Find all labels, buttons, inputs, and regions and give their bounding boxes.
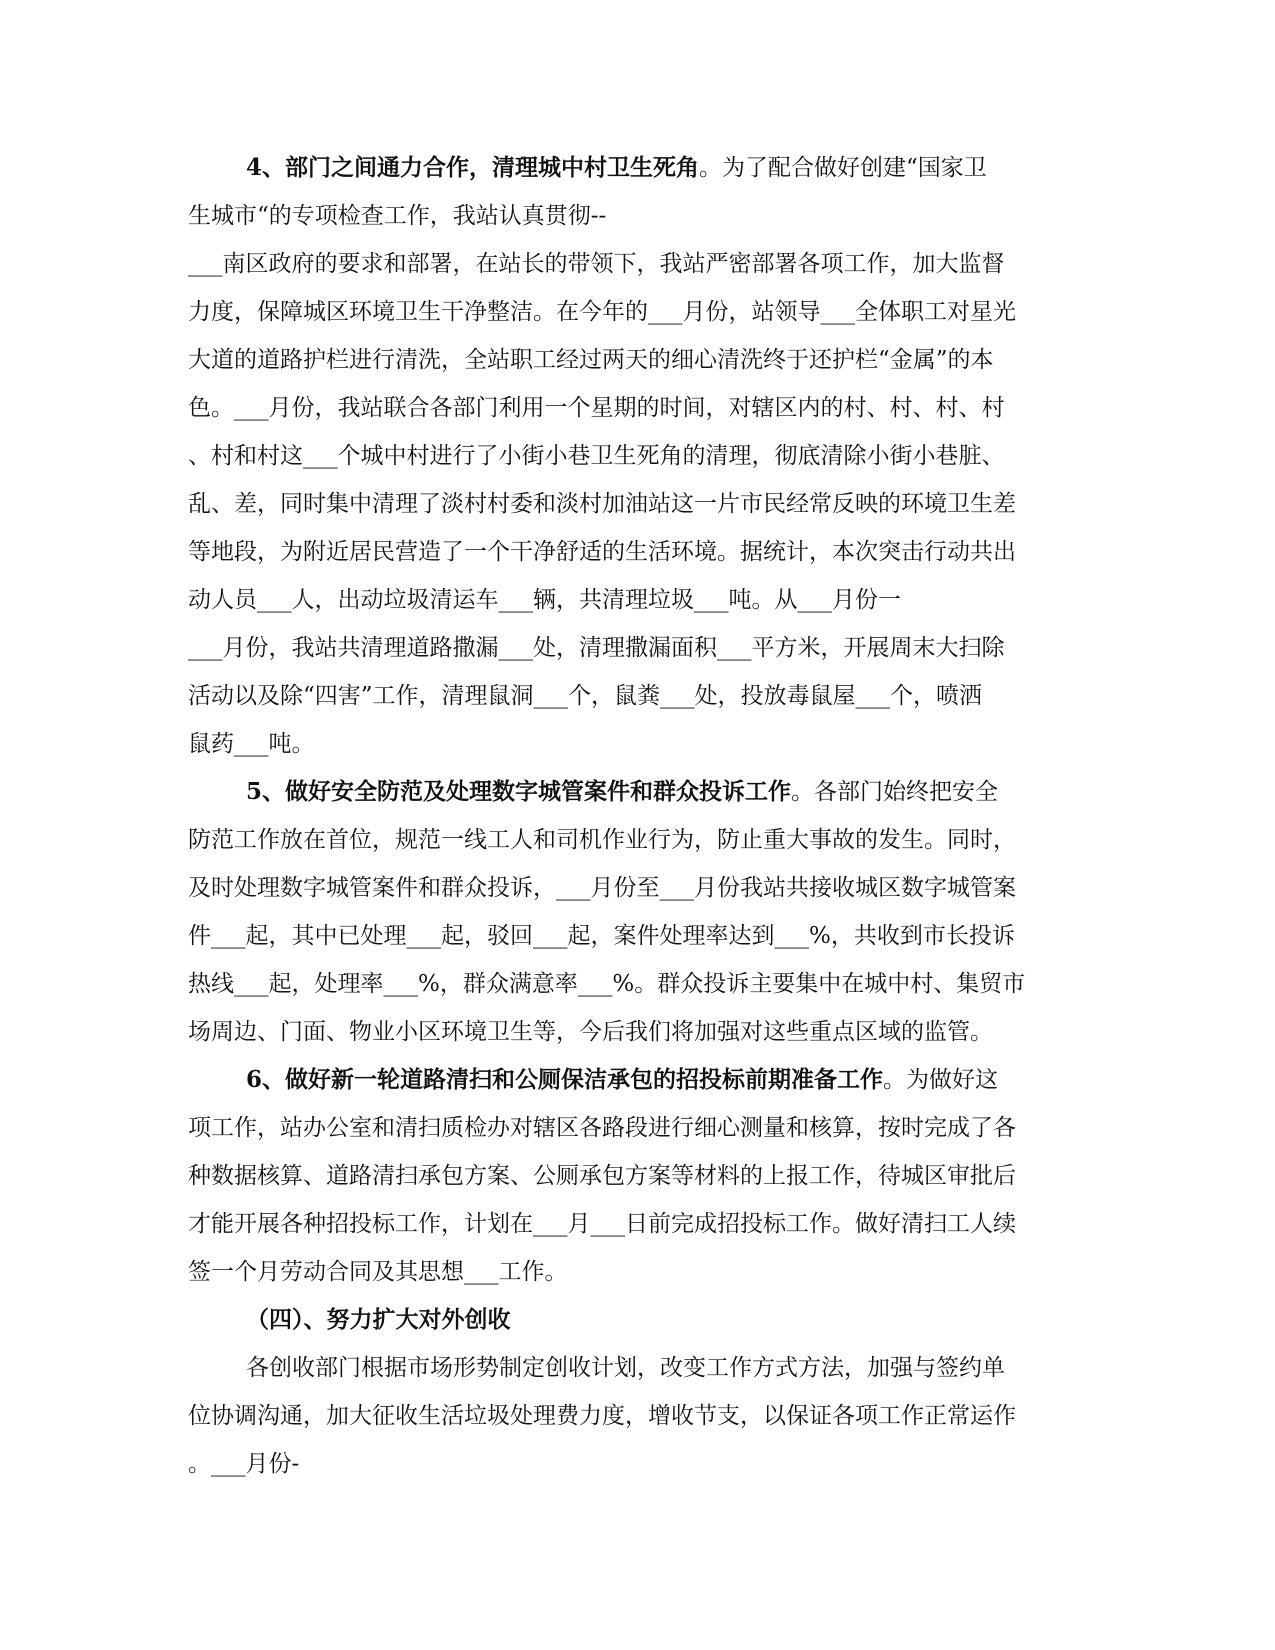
text-line [188,144,1088,192]
paragraph-text: 种数据核算、道路清扫承包方案、公厕承包方案等材料的上报工作，待城区审批后 [188,1163,1016,1189]
section-heading: 5、做好安全防范及处理数字城管案件和群众投诉工作 [246,778,792,805]
text-line [188,1248,1088,1296]
section-heading: 4、部门之间通力合作，清理城中村卫生死角 [246,154,700,181]
text-line [188,960,1088,1008]
text-line [188,480,1088,528]
paragraph-text: 及时处理数字城管案件和群众投诉，___月份至___月份我站共接收城区数字城管案 [188,875,1016,901]
paragraph-text: 活动以及除“四害”工作，清理鼠洞___个，鼠粪___处，投放毒鼠屋___个，喷洒 [188,683,983,709]
text-line [188,1392,1088,1440]
text-line [188,1344,1088,1392]
paragraph-text: 才能开展各种招投标工作，计划在___月___日前完成招投标工作。做好清扫工人续 [188,1211,1016,1237]
paragraph-text: 位协调沟通，加大征收生活垃圾处理费力度，增收节支，以保证各项工作正常运作 [188,1403,1016,1429]
text-line [188,720,1088,768]
text-line [188,624,1088,672]
paragraph-text: 。为做好这 [883,1067,999,1093]
text-line [188,672,1088,720]
paragraph-text: 。为了配合做好创建“国家卫 [699,155,987,181]
text-line [188,912,1088,960]
text-line [188,1296,1088,1344]
paragraph-text: 乱、差，同时集中清理了淡村村委和淡村加油站这一片市民经常反映的环境卫生差 [188,491,1016,517]
paragraph-text: 鼠药___吨。 [188,731,315,757]
text-line [188,1104,1088,1152]
text-line [188,1200,1088,1248]
text-line [188,432,1088,480]
paragraph-text: 色。___月份，我站联合各部门利用一个星期的时间，对辖区内的村、村、村、村 [188,395,1005,421]
paragraph-text: 、村和村这___个城中村进行了小街小巷卫生死角的清理，彻底清除小街小巷脏、 [188,443,1005,469]
paragraph-text: 项工作，站办公室和清扫质检办对辖区各路段进行细心测量和核算，按时完成了各 [188,1115,1016,1141]
paragraph-text: ___南区政府的要求和部署，在站长的带领下，我站严密部署各项工作，加大监督 [188,251,1005,277]
text-line [188,864,1088,912]
text-line [188,1440,1088,1488]
text-line [188,1056,1088,1104]
paragraph-text: 动人员___人，出动垃圾清运车___辆，共清理垃圾___吨。从___月份一 [188,587,901,613]
paragraph-text: 件___起，其中已处理___起，驳回___起，案件处理率达到___%，共收到市长投诉 [188,923,1015,949]
paragraph-text: 。___月份- [188,1451,300,1477]
paragraph-text: 。各部门始终把安全 [791,779,999,805]
text-line [188,576,1088,624]
text-line [188,288,1088,336]
paragraph-text: 热线___起，处理率___%，群众满意率___%。群众投诉主要集中在城中村、集贸市 [188,971,1026,997]
paragraph-text: 生城市“的专项检查工作，我站认真贯彻-- [188,203,607,229]
text-line [188,528,1088,576]
paragraph-text: 防范工作放在首位，规范一线工人和司机作业行为，防止重大事故的发生。同时， [188,827,1016,853]
text-line [188,816,1088,864]
text-line [188,336,1088,384]
paragraph-text: ___月份，我站共清理道路撒漏___处，清理撒漏面积___平方米，开展周末大扫除 [188,635,1005,661]
paragraph-text: 各创收部门根据市场形势制定创收计划，改变工作方式方法，加强与签约单 [246,1355,1005,1381]
paragraph-text: 大道的道路护栏进行清洗，全站职工经过两天的细心清洗终于还护栏“金属”的本 [188,347,994,373]
text-line [188,1152,1088,1200]
paragraph-text: 等地段，为附近居民营造了一个干净舒适的生活环境。据统计，本次突击行动共出 [188,539,1016,565]
section-heading: 6、做好新一轮道路清扫和公厕保洁承包的招投标前期准备工作 [246,1066,884,1093]
text-line [188,192,1088,240]
text-line [188,1008,1088,1056]
section-heading: （四）、努力扩大对外创收 [246,1306,511,1333]
paragraph-text: 签一个月劳动合同及其思想___工作。 [188,1259,568,1285]
text-line [188,240,1088,288]
text-line [188,768,1088,816]
text-line [188,384,1088,432]
paragraph-text: 场周边、门面、物业小区环境卫生等，今后我们将加强对这些重点区域的监管。 [188,1019,993,1045]
paragraph-text: 力度，保障城区环境卫生干净整洁。在今年的___月份，站领导___全体职工对星光 [188,299,1016,325]
document-body [188,144,1088,1488]
